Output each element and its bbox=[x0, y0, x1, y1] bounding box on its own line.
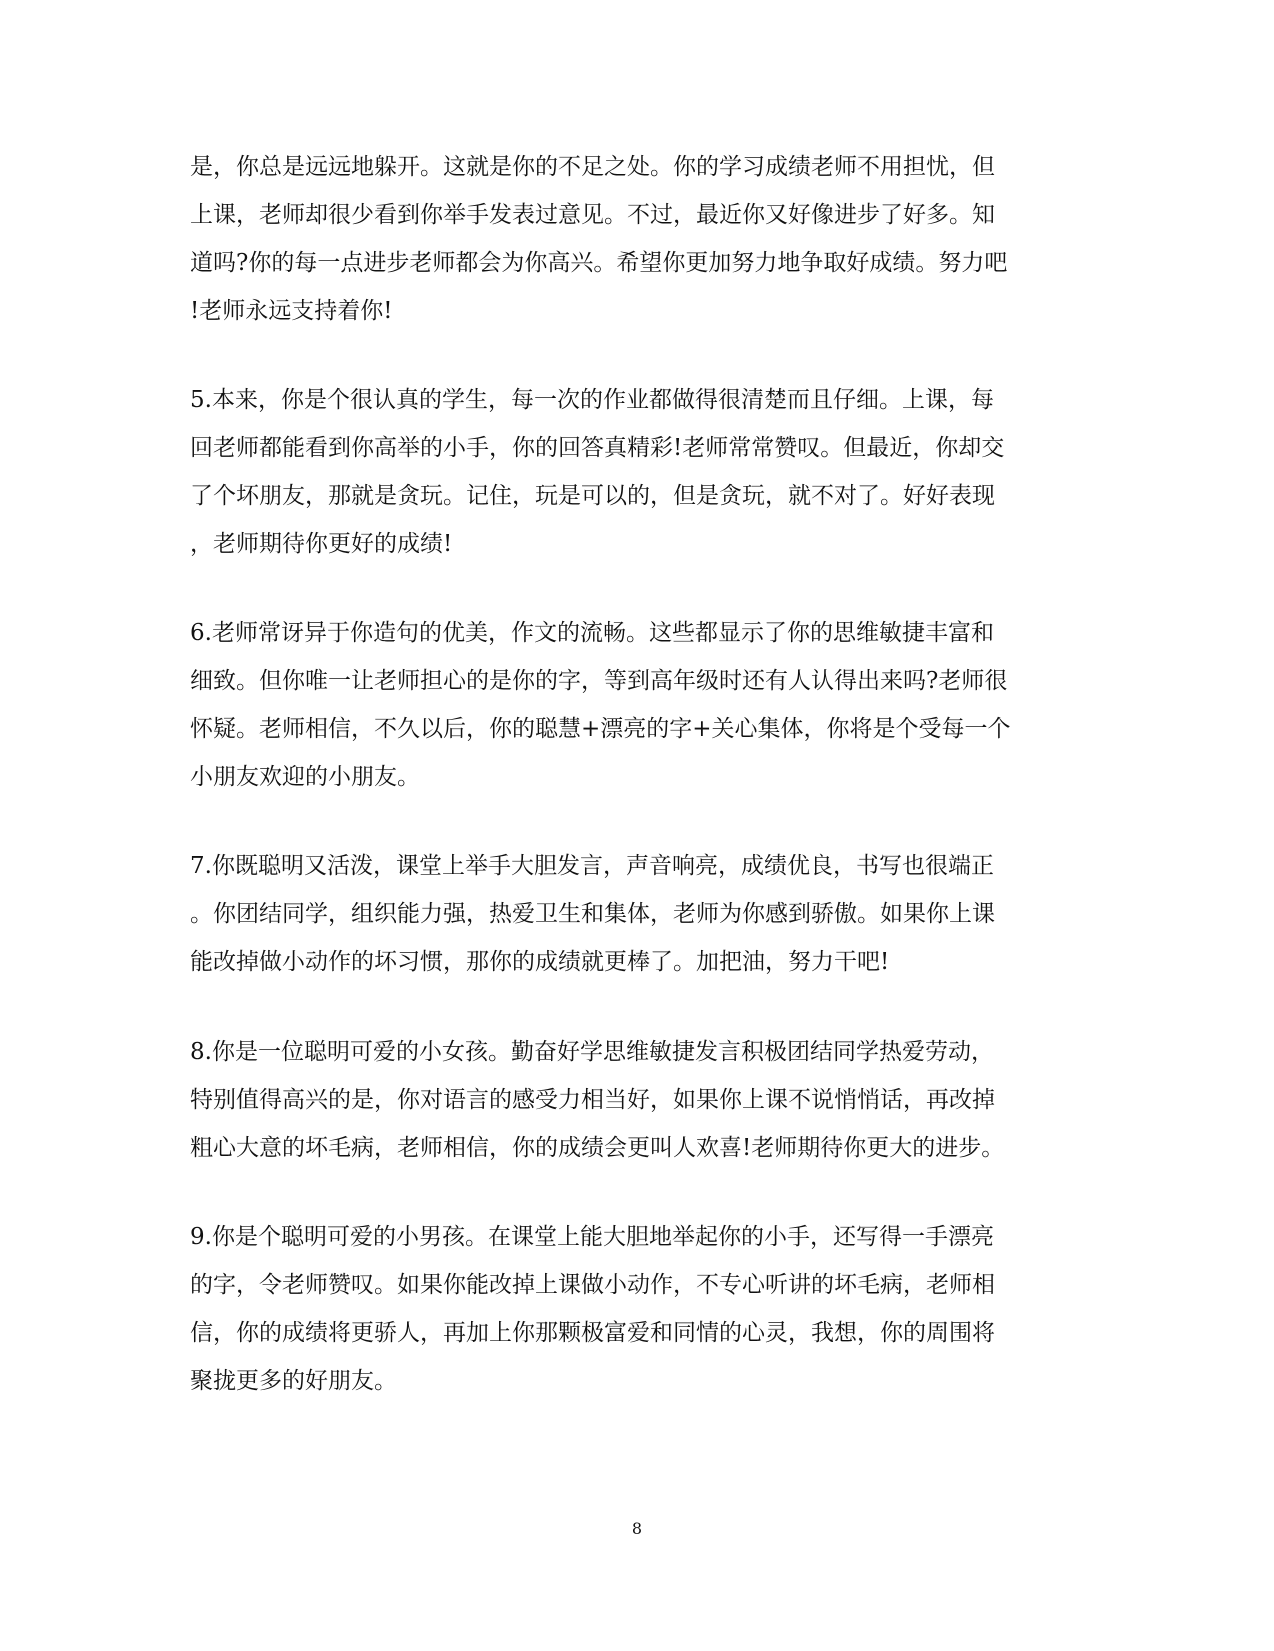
paragraph-6-line-2: 细致。但你唯一让老师担心的是你的字，等到高年级时还有人认得出来吗?老师很 bbox=[190, 668, 1008, 694]
paragraph-1-line-2: 上课，老师却很少看到你举手发表过意见。不过，最近你又好像进步了好多。知 bbox=[190, 202, 995, 228]
paragraph-5-line-3: 了个坏朋友，那就是贪玩。记住，玩是可以的，但是贪玩，就不对了。好好表现 bbox=[190, 483, 995, 509]
paragraph-7-line-3: 能改掉做小动作的坏习惯，那你的成绩就更棒了。加把油，努力干吧! bbox=[190, 949, 890, 975]
paragraph-7-line-2: 。你团结同学，组织能力强，热爱卫生和集体，老师为你感到骄傲。如果你上课 bbox=[190, 901, 995, 927]
paragraph-7-line-1: 7.你既聪明又活泼，课堂上举手大胆发言，声音响亮，成绩优良，书写也很端正 bbox=[190, 853, 994, 879]
paragraph-6-line-4: 小朋友欢迎的小朋友。 bbox=[190, 764, 420, 790]
paragraph-1-line-4: !老师永远支持着你! bbox=[190, 298, 393, 324]
page-number: 8 bbox=[631, 1519, 643, 1538]
paragraph-8-line-2: 特别值得高兴的是，你对语言的感受力相当好，如果你上课不说悄悄话，再改掉 bbox=[190, 1087, 995, 1113]
paragraph-5-line-2: 回老师都能看到你高举的小手，你的回答真精彩!老师常常赞叹。但最近，你却交 bbox=[190, 435, 1005, 461]
paragraph-8-line-1: 8.你是一位聪明可爱的小女孩。勤奋好学思维敏捷发言积极团结同学热爱劳动， bbox=[190, 1039, 994, 1065]
paragraph-6-line-3: 怀疑。老师相信，不久以后，你的聪慧+漂亮的字+关心集体，你将是个受每一个 bbox=[190, 716, 1011, 742]
paragraph-9-line-2: 的字，令老师赞叹。如果你能改掉上课做小动作，不专心听讲的坏毛病，老师相 bbox=[190, 1272, 995, 1298]
paragraph-9-line-3: 信，你的成绩将更骄人，再加上你那颗极富爱和同情的心灵，我想，你的周围将 bbox=[190, 1320, 995, 1346]
paragraph-5-line-4: ，老师期待你更好的成绩! bbox=[190, 531, 453, 557]
paragraph-8-line-3: 粗心大意的坏毛病，老师相信，你的成绩会更叫人欢喜!老师期待你更大的进步。 bbox=[190, 1135, 1005, 1161]
paragraph-9-line-4: 聚拢更多的好朋友。 bbox=[190, 1368, 397, 1394]
paragraph-9-line-1: 9.你是个聪明可爱的小男孩。在课堂上能大胆地举起你的小手，还写得一手漂亮 bbox=[190, 1224, 994, 1250]
paragraph-5-line-1: 5.本来，你是个很认真的学生，每一次的作业都做得很清楚而且仔细。上课，每 bbox=[190, 387, 994, 413]
paragraph-6-line-1: 6.老师常讶异于你造句的优美，作文的流畅。这些都显示了你的思维敏捷丰富和 bbox=[190, 620, 994, 646]
paragraph-1-line-3: 道吗?你的每一点进步老师都会为你高兴。希望你更加努力地争取好成绩。努力吧 bbox=[190, 250, 1008, 276]
paragraph-1-line-1: 是，你总是远远地躲开。这就是你的不足之处。你的学习成绩老师不用担忧，但 bbox=[190, 154, 995, 180]
